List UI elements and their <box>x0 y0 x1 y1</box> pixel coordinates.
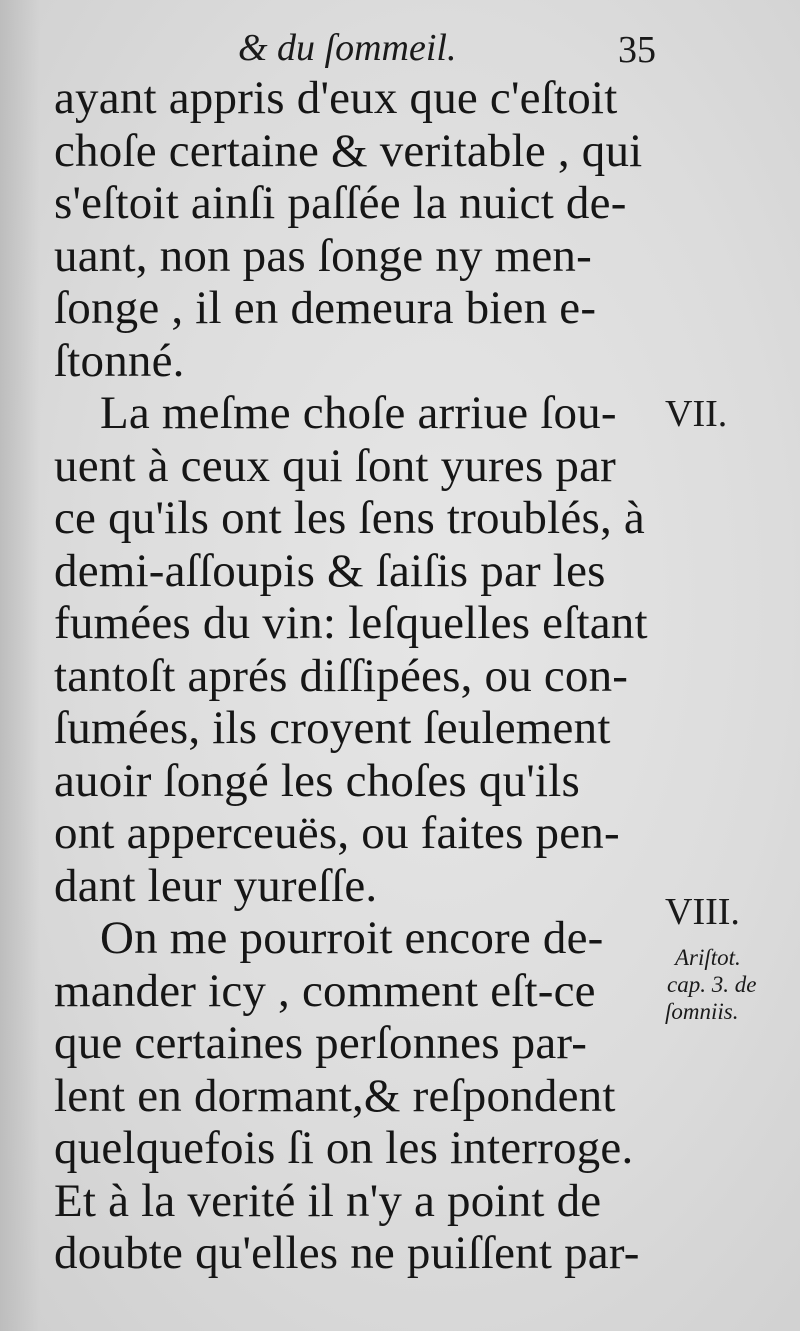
text-line: auoir ſongé les choſes qu'ils <box>54 754 580 807</box>
text-line: uent à ceux qui ſont yures par <box>54 439 616 492</box>
text-line: fumées du vin: leſquelles eſtant <box>54 597 648 649</box>
body-text <box>54 72 669 1280</box>
margin-citation <box>665 944 756 1025</box>
page-header <box>0 22 800 72</box>
text-line: lent en dormant,& reſpondent <box>54 1069 616 1122</box>
text-line: doubte qu'elles ne puiſſent par- <box>54 1227 640 1279</box>
text-line: ſtonné. <box>54 334 185 387</box>
running-head: & du ſommeil. <box>238 27 457 69</box>
citation-line: Ariſtot. <box>675 945 741 970</box>
text-line: ſumées, ils croyent ſeulement <box>54 702 611 754</box>
citation-line: cap. 3. de <box>667 972 757 997</box>
text-line: mander icy , comment eſt-ce <box>54 964 596 1017</box>
text-line: que certaines perſonnes par- <box>54 1017 588 1069</box>
paragraph-start-line: La meſme choſe arriue ſou- <box>100 387 617 439</box>
text-line: uant, non pas ſonge ny men- <box>54 229 592 282</box>
text-line: ont apperceuës, ou faites pen- <box>54 807 620 859</box>
text-line: demi-aſſoupis & ſaiſis par les <box>54 544 606 597</box>
text-line: ſonge , il en demeura bien e- <box>54 282 597 334</box>
page-number: 35 <box>618 29 656 71</box>
text-line: ce qu'ils ont les ſens troublés, à <box>54 492 645 544</box>
margin-section-number: VII. <box>665 393 728 435</box>
citation-line: ſomniis. <box>665 999 739 1024</box>
text-line: dant leur yureſſe. <box>54 859 378 912</box>
text-line: Et à la verité il n'y a point de <box>54 1174 602 1227</box>
text-line: tantoſt aprés diſſipées, ou con- <box>54 649 629 702</box>
paragraph-start-line: On me pourroit encore de- <box>100 912 604 964</box>
text-line: choſe certaine & veritable , qui <box>54 124 643 177</box>
text-line: quelquefois ſi on les interroge. <box>54 1122 634 1174</box>
text-line: ayant appris d'eux que c'eſtoit <box>54 72 618 124</box>
margin-section-number: VIII. <box>665 891 740 933</box>
text-line: s'eſtoit ainſi paſſée la nuict de- <box>54 177 627 229</box>
